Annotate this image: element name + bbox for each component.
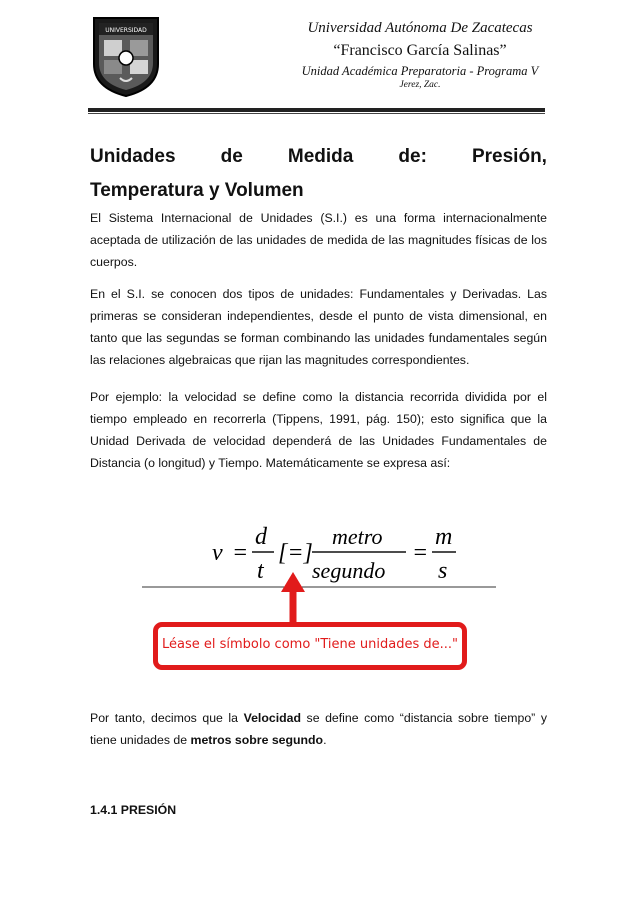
title-word: Unidades — [90, 146, 176, 167]
formula-metro: metro — [332, 524, 383, 549]
text-run: Por tanto, decimos que la — [90, 711, 244, 725]
formula-bracket: [=] — [278, 540, 313, 566]
formula-v: v — [212, 540, 223, 566]
text-bold-velocidad: Velocidad — [243, 711, 301, 725]
header-rule-thin — [88, 113, 545, 114]
formula-equals: = — [232, 540, 249, 566]
paragraph-velocity-example: Por ejemplo: la velocidad se define como la distancia recorrida dividida por el tiempo empleado en recorrerla (Tippens, 1991, pág. 150); esto significa que la Unidad Derivada de velocidad dependerá de las Unidades Fundamentales de Distancia (o longitud) y Tiempo. Matemáticamente se expresa así: — [90, 390, 547, 470]
paragraph-velocity-conclusion — [90, 707, 547, 751]
header-university: Universidad Autónoma De Zacatecas — [307, 20, 533, 36]
callout-text: Léase el símbolo como "Tiene unidades de..." — [161, 637, 459, 652]
formula-d: d — [255, 524, 267, 550]
arrow-up-icon — [281, 572, 305, 592]
formula-segundo: segundo — [312, 558, 386, 583]
university-seal-logo — [90, 14, 162, 98]
header-name: “Francisco García Salinas” — [333, 42, 507, 59]
title-word: de: — [398, 146, 427, 167]
paragraph-si-definition: El Sistema Internacional de Unidades (S.I.) es una forma internacionalmente aceptada de utilización de las unidades de medida de las magnitudes físicas de los cuerpos. — [90, 211, 547, 269]
logo-text: UNIVERSIDAD — [105, 27, 147, 34]
formula-m: m — [435, 524, 453, 550]
text-run: . — [323, 733, 327, 747]
text-bold-units: metros sobre segundo — [190, 733, 324, 747]
text-run: se define como “distancia sobre tiempo” y tiene unidades de — [90, 711, 547, 747]
page-title-line-2: Temperatura y Volumen — [90, 180, 304, 201]
paragraph-unit-types: En el S.I. se conocen dos tipos de unidades: Fundamentales y Derivadas. Las primeras se consideran independientes, desde el punto de vista dimensional, en tanto que las segundas se forman combinando las unidades fundamentales según las relaciones algebraicas que rijan las magnitudes correspondientes. — [90, 287, 547, 367]
header-rule — [88, 108, 545, 112]
formula-equals-2: = — [412, 540, 429, 566]
formula-s: s — [438, 558, 448, 584]
title-word: Presión, — [471, 146, 547, 167]
title-word: de — [220, 146, 243, 167]
formula-t: t — [257, 558, 264, 584]
page-title-line-1 — [90, 146, 547, 168]
header-unit: Unidad Académica Preparatoria - Programa V — [301, 64, 539, 78]
section-heading-presion: 1.4.1 PRESIÓN — [90, 803, 177, 817]
header-city: Jerez, Zac. — [399, 80, 441, 90]
title-word: Medida — [287, 146, 354, 167]
